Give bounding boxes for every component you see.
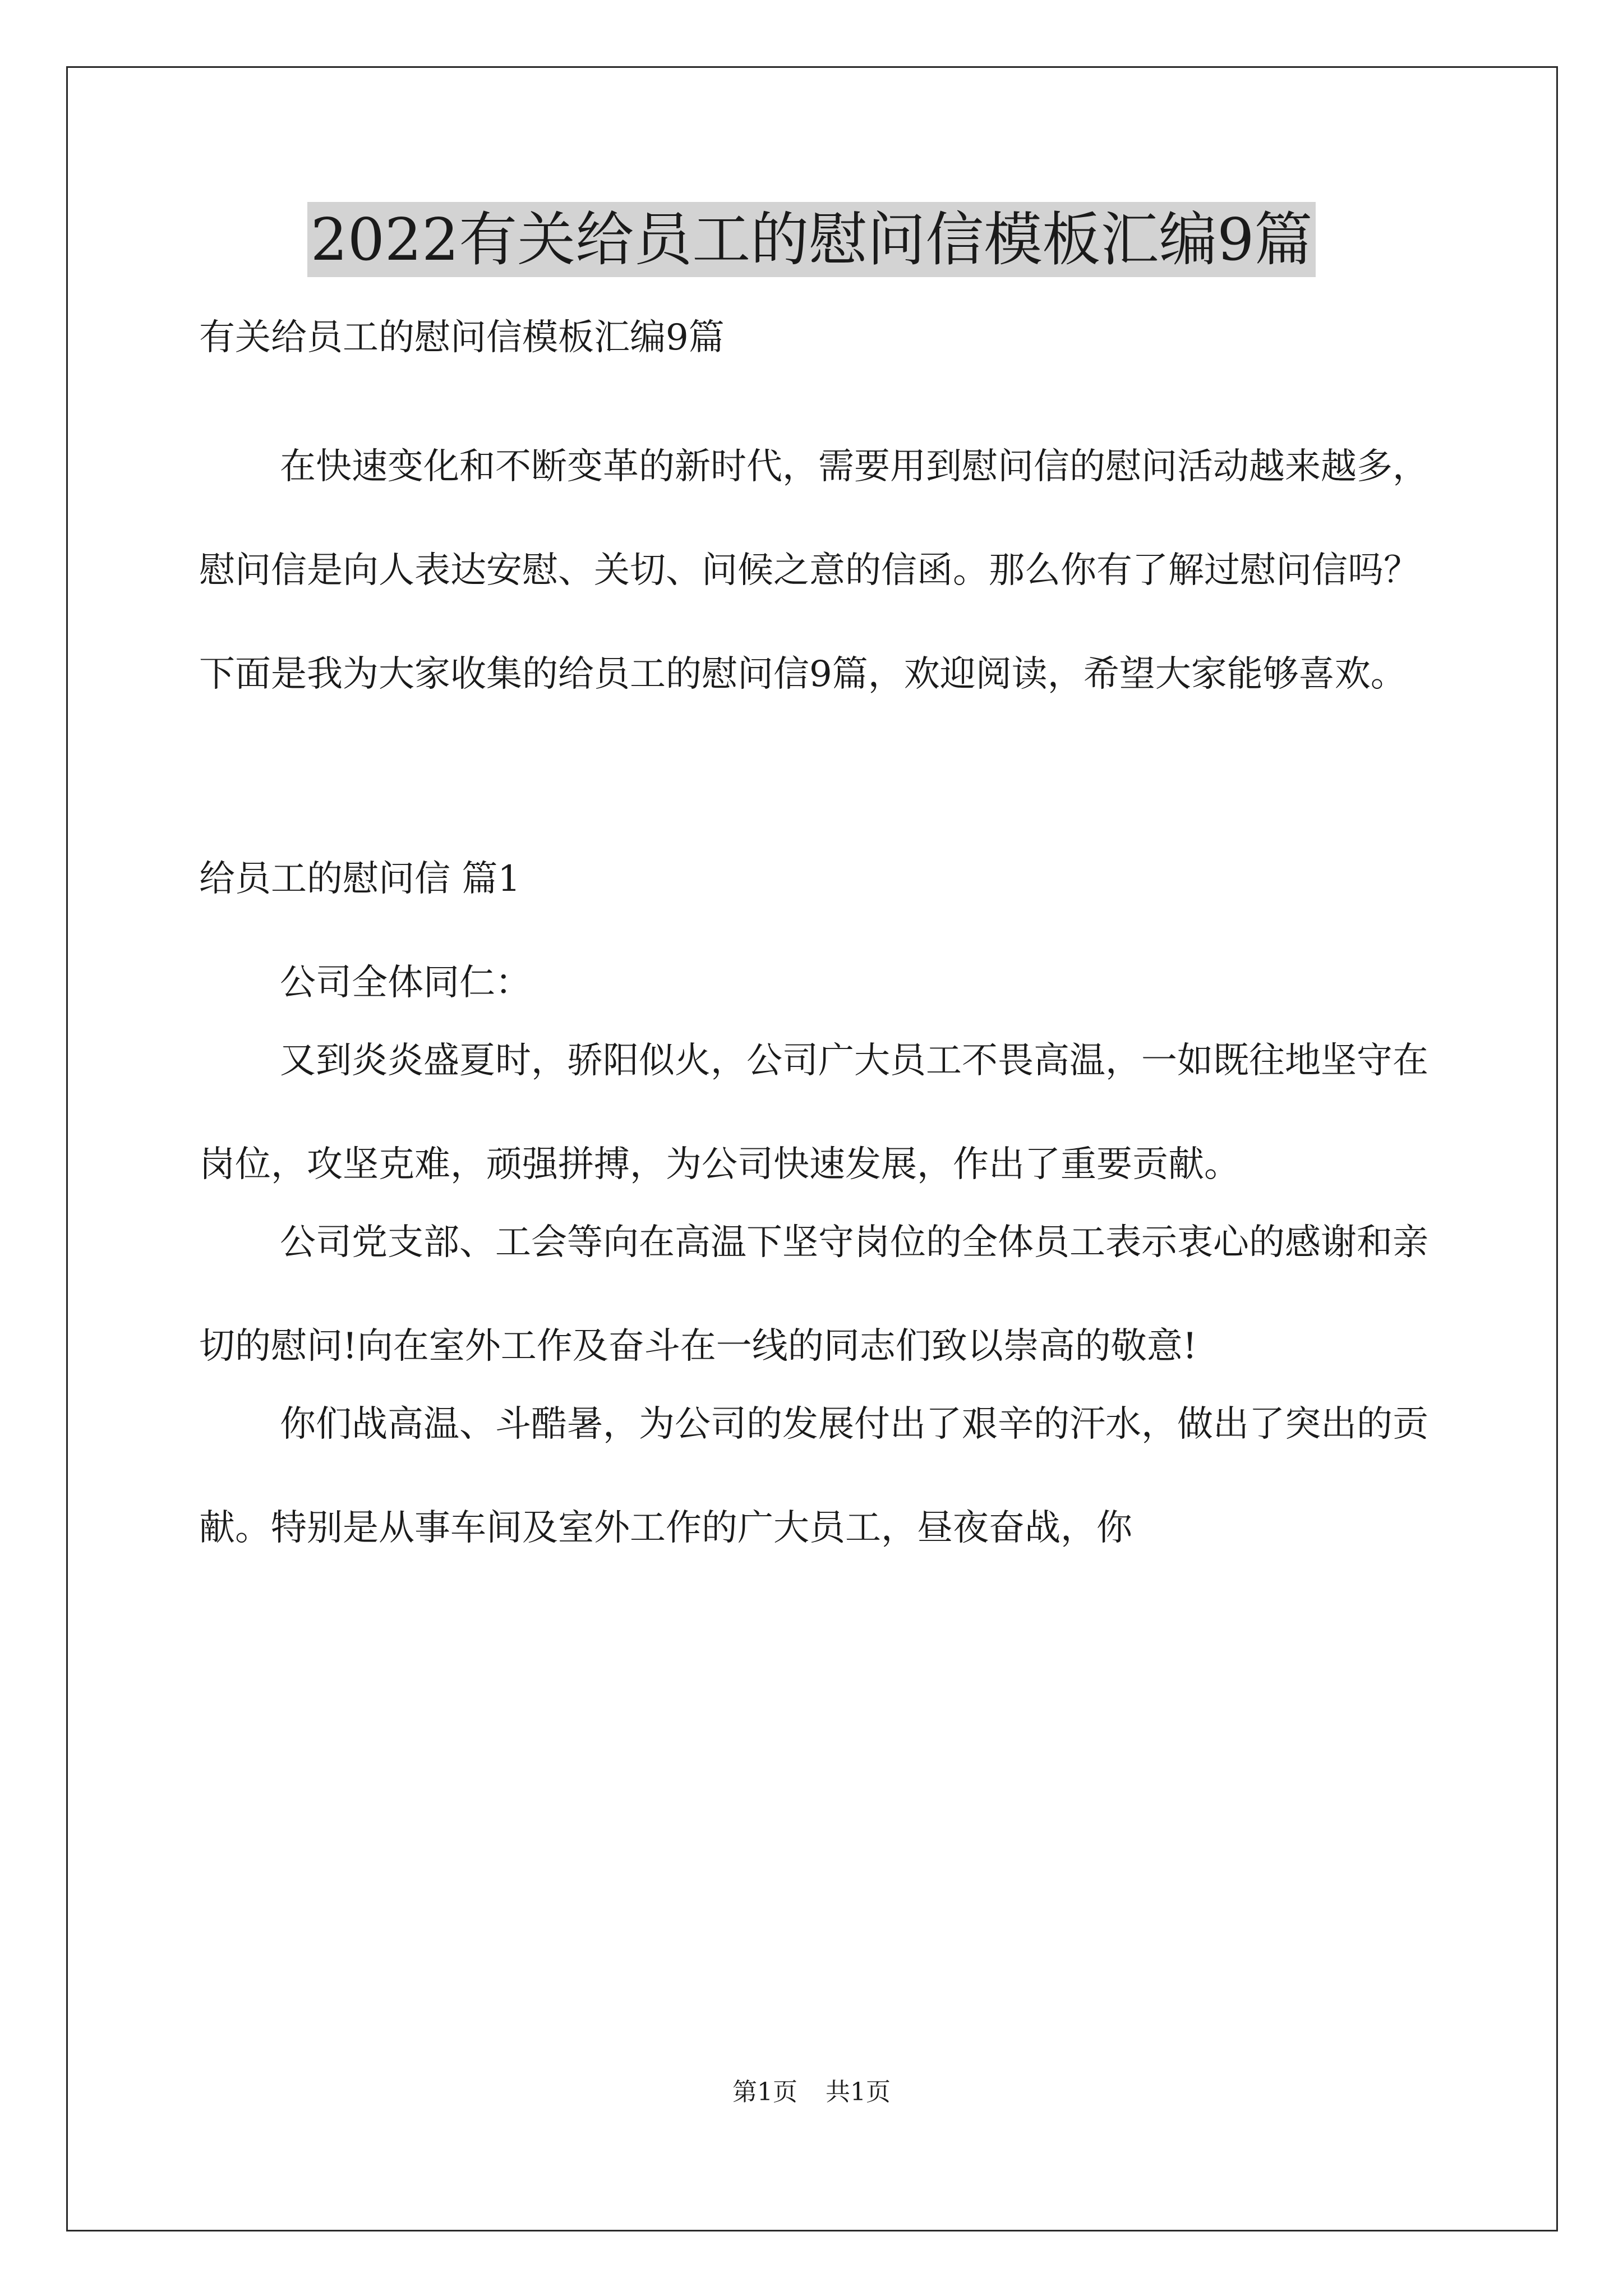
document-title [0, 197, 1623, 282]
body-paragraph: 公司党支部、工会等向在高温下坚守岗位的全体员工表示衷心的感谢和亲切的慰问!向在室外工作及奋斗在一线的同志们致以崇高的敬意! [199, 1222, 1428, 1367]
page-footer [0, 2076, 1623, 2109]
document-body [199, 312, 1433, 1580]
body-paragraph: 你们战高温、斗酷暑，为公司的发展付出了艰辛的汗水，做出了突出的贡献。特别是从事车间及室外工作的广大员工，昼夜奋战，你 [199, 1404, 1428, 1549]
page-number: 第1页 [732, 2078, 797, 2106]
body-paragraph: 又到炎炎盛夏时，骄阳似火，公司广大员工不畏高温，一如既往地坚守在岗位，攻坚克难，顽强拼搏，为公司快速发展，作出了重要贡献。 [199, 1040, 1428, 1185]
document-title-text: 2022有关给员工的慰问信模板汇编9篇 [307, 202, 1316, 277]
intro-paragraph: 在快速变化和不断变革的新时代，需要用到慰问信的慰问活动越来越多，慰问信是向人表达安慰、关切、问候之意的信函。那么你有了解过慰问信吗？下面是我为大家收集的给员工的慰问信9篇，欢迎阅读，希望大家能够喜欢。 [199, 446, 1428, 695]
section-heading: 给员工的慰问信 篇1 [199, 858, 521, 900]
salutation: 公司全体同仁： [280, 962, 531, 1004]
document-subtitle: 有关给员工的慰问信模板汇编9篇 [199, 317, 725, 358]
page-total: 共1页 [826, 2078, 891, 2106]
